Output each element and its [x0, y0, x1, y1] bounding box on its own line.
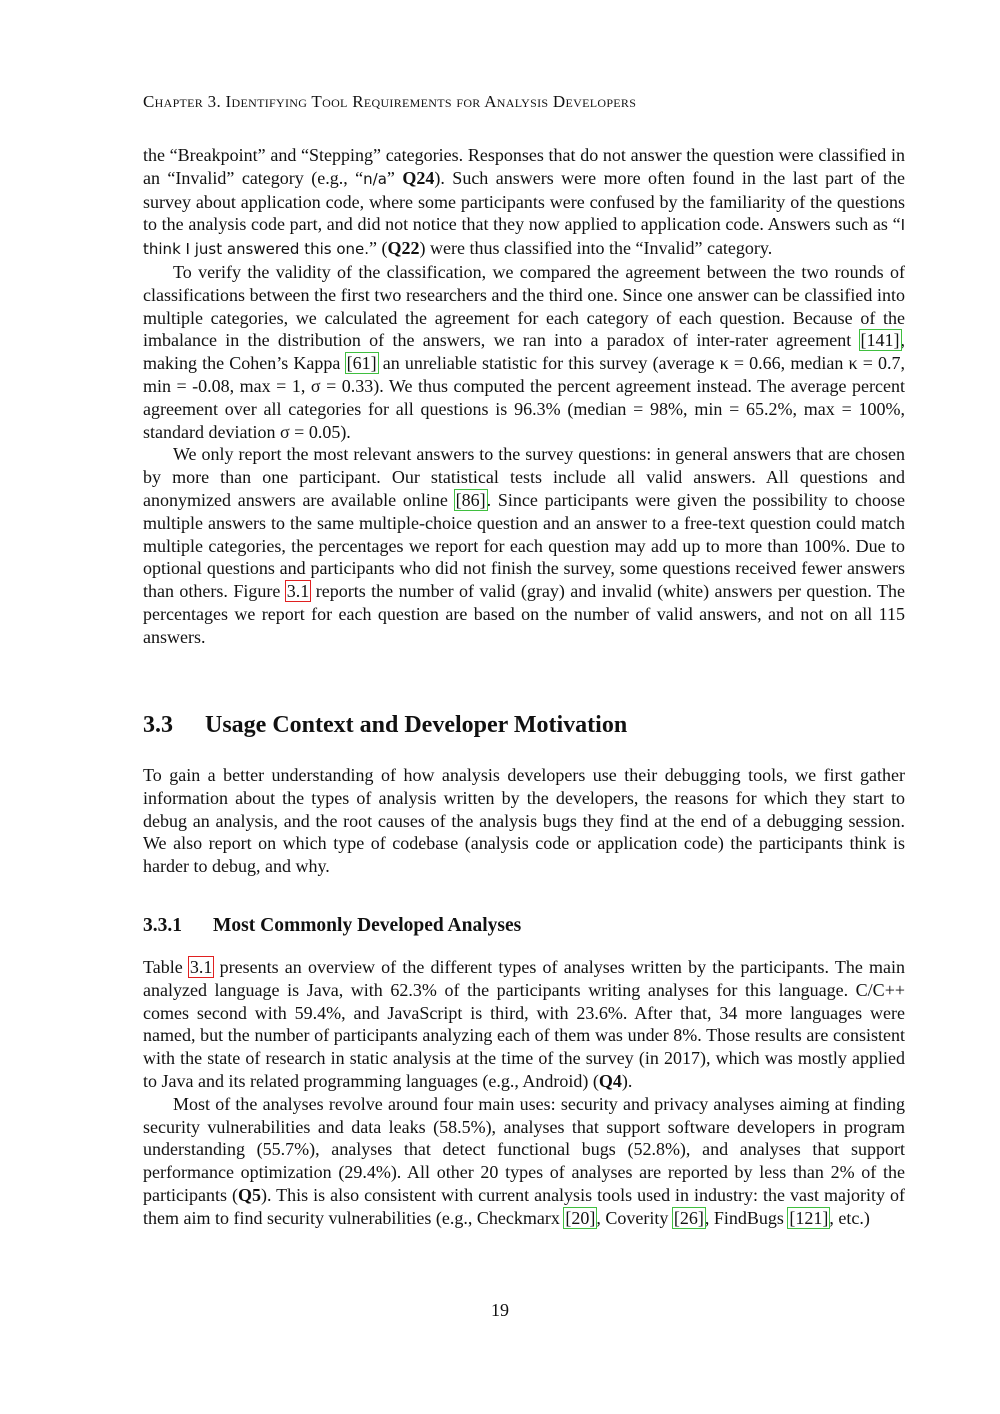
- section-number: 3.3: [143, 712, 173, 738]
- subsection-title: Most Commonly Developed Analyses: [213, 915, 522, 936]
- body-subsection: [143, 956, 905, 1230]
- citation-link[interactable]: [86]: [455, 489, 486, 510]
- paragraph: [143, 443, 905, 648]
- body-top: [143, 144, 905, 649]
- section-heading: [143, 712, 627, 739]
- text-run: I think I just answered this one.: [143, 216, 905, 259]
- section-title: Usage Context and Developer Motivation: [205, 712, 628, 738]
- subsection-heading: [143, 915, 521, 937]
- paragraph: [143, 1093, 905, 1230]
- body-section: [143, 764, 905, 878]
- paragraph: [143, 764, 905, 878]
- text-run: To verify the validity of the classification, we compared the agreement between the two rounds of classifications between the first two researchers and the third one. Since one answer can be classified into multiple categories, we calculated the agreement for each category of each question. Because of the imbalance in the distribution of the answers, we ran into a paradox of inter-rater agreement: [143, 261, 905, 351]
- paragraph: [143, 261, 905, 443]
- text-run: n/a: [363, 169, 387, 188]
- text-run: ” (: [369, 238, 388, 259]
- paragraph: [143, 956, 905, 1093]
- text-run: ). Such answers were more often found in the last part of the survey about application code, where some participants were confused by the familiarity of the questions to the analysis code part, and did not notice that they now applied to application code. Answers such as “: [143, 167, 906, 235]
- page-number: 19: [491, 1300, 509, 1320]
- cross-reference-link[interactable]: 3.1: [286, 581, 310, 602]
- question-ref: Q4: [598, 1070, 622, 1091]
- citation-link[interactable]: [141]: [860, 330, 900, 351]
- text-run: Table: [143, 957, 189, 977]
- text-run: ”: [386, 167, 403, 188]
- text-run: , making the Cohen’s Kappa: [143, 330, 905, 374]
- text-run: . Since participants were given the possibility to choose multiple answers to the same multiple-choice question and an answer to a free-text question could match multiple categories, the percentages we report for each question may add up to more than 100%. Due to optional questions and participants who did not finish the survey, some questions received fewer answers than others. Figure: [143, 489, 905, 602]
- question-ref: Q22: [387, 238, 420, 259]
- subsection-number: 3.3.1: [143, 915, 182, 936]
- text-run: , Coverity: [596, 1207, 673, 1228]
- text-run: , etc.): [829, 1207, 870, 1228]
- text-run: , FindBugs: [704, 1207, 789, 1228]
- citation-link[interactable]: [61]: [346, 353, 377, 374]
- text-run: ) were thus classified into the “Invalid” category.: [419, 238, 773, 259]
- text-run: presents an overview of the different types of analyses written by the participants. The main analyzed language is Java, with 62.3% of the participants writing analyses for this language. C/C++ comes second with 59.4%, and JavaScript is third, with 23.6%. After that, 34 more languages were named, but the number of participants analyzing each of them was under 8%. Those results are consistent with the state of research in static analysis at the time of the survey (in 2017), which was mostly applied to Java and its related programming languages (e.g., Android) (: [143, 957, 905, 1091]
- text-run: the “Breakpoint” and “Stepping” categories. Responses that do not answer the question were classified in an “Invalid” category (e.g., “: [143, 145, 905, 188]
- text-run: Most of the analyses revolve around four main uses: security and privacy analyses aiming at finding security vulnerabilities and data leaks (58.5%), analyses that support software developers in program understanding (55.7%), analyses that detect functional bugs (52.8%), and analyses that support performance optimization (29.4%). All other 20 types of analyses are reported by less than 2% of the participants (: [143, 1093, 905, 1205]
- text-run: To gain a better understanding of how analysis developers use their debugging tools, we first gather information about the types of analysis written by the developers, the reasons for which they start to debug an analysis, and the root causes of the analysis bugs they find at the end of a debugging session. We also report on which type of codebase (analysis code or application code) the participants think is harder to debug, and why.: [143, 765, 905, 877]
- text-run: ). This is also consistent with current analysis tools used in industry: the vast majority of them aim to find security vulnerabilities (e.g., Checkmarx: [143, 1184, 906, 1228]
- text-run: an unreliable statistic for this survey (average κ = 0.66, median κ = 0.7, min = -0.08, max = 1, σ = 0.33). We thus computed the percent agreement instead. The average percent agreement over all categories for all questions is 96.3% (median = 98%, min = 65.2%, max = 100%, standard deviation σ = 0.05).: [143, 353, 905, 442]
- cross-reference-link[interactable]: 3.1: [189, 957, 213, 977]
- text-run: reports the number of valid (gray) and invalid (white) answers per question. The percentages we report for each question are based on the number of valid answers, and not on all 115 answers.: [143, 581, 905, 647]
- text-run: ).: [621, 1070, 633, 1091]
- citation-link[interactable]: [20]: [565, 1207, 596, 1228]
- text-run: We only report the most relevant answers to the survey questions: in general answers that are chosen by more than one participant. Our statistical tests include all valid answers. All questions and anonymized answers are available online: [143, 444, 905, 510]
- question-ref: Q24: [402, 167, 435, 188]
- citation-link[interactable]: [121]: [789, 1207, 829, 1228]
- question-ref: Q5: [237, 1184, 261, 1205]
- running-header: Chapter 3. Identifying Tool Requirements for Analysis Developers: [143, 92, 637, 111]
- citation-link[interactable]: [26]: [673, 1207, 704, 1228]
- paragraph: [143, 144, 905, 261]
